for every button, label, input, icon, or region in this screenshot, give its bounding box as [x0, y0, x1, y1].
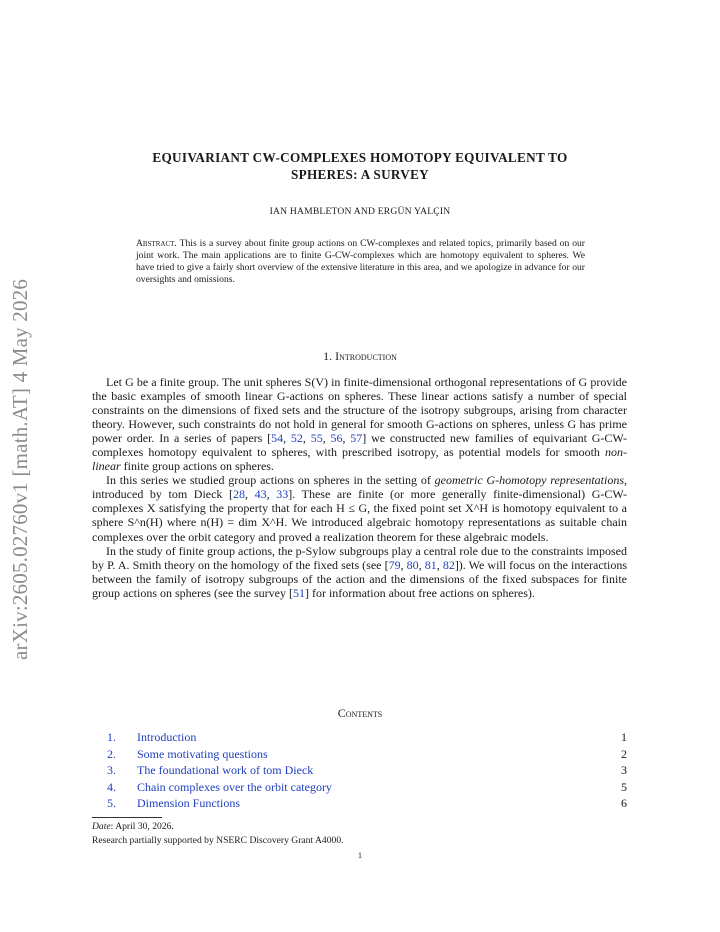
paragraph-1-text-a: Let G be a finite group. The unit spheres S(V) in finite-dimensional orthogonal representations of G provide the basic examples of smooth linear G-actions on spheres. These linear actions satisfy a number of special constraints on the dimensions of fixed sets and the structure of the isotropy subgroups, arising from character theory. However, such constraints do not hold in general for smooth G-actions on spheres, unless G has prime power order. In a series of papers [ [92, 375, 627, 446]
toc-number: 1. [107, 730, 116, 744]
citation-link[interactable]: 56 [330, 431, 343, 446]
toc-title[interactable]: Introduction [137, 730, 197, 744]
toc-entry-dimension-functions[interactable] [107, 796, 627, 813]
toc-number: 2. [107, 746, 116, 761]
toc-number: 3. [107, 763, 116, 778]
footnote-support: Research partially supported by NSERC Discovery Grant A4000. [92, 835, 344, 846]
section-title: Introduction [335, 349, 397, 363]
toc-page: 5 [621, 779, 627, 794]
page-number: 1 [357, 851, 363, 860]
abstract-text: This is a survey about finite group actions on CW-complexes and related topics, primarily based on our joint work. The main applications are to finite G-CW-complexes which are homotopy equivalent to spheres. We have tried to give a fairly short overview of the extensive literature in this area, and we apologize in advance for our oversights and omissions. [136, 238, 585, 286]
toc-page: 6 [621, 796, 627, 811]
paragraph-2-text-c: ]. These are finite (or more generally finite-dimensional) G-CW-complexes X satisfying the property that for each H ≤ G, the fixed point set X^H is homotopy equivalent to a sphere S^n(H) where n(H) = dim X^H. We introduced algebraic homotopy representations as suitable chain complexes over the orbit category and proved a realization theorem for these algebraic models. [92, 487, 628, 544]
citation-link[interactable]: 57 [350, 431, 363, 446]
paragraph-3-text-a: In the study of finite group actions, the p-Sylow subgroups play a central role due to the constraints imposed by P. A. Smith theory on the homology of the fixed sets (see [ [92, 543, 627, 572]
toc-number: 4. [107, 779, 116, 794]
citation-link[interactable]: 79 [388, 557, 401, 572]
citation-link[interactable]: 55 [310, 431, 323, 446]
citation-link[interactable]: 52 [290, 431, 303, 446]
paragraph-1-text-b: ] we constructed new families of equivariant G-CW-complexes homotopy equivalent to spheres, with prescribed isotropy, as potential models for smooth [92, 431, 628, 460]
toc-entry-chain-complexes[interactable] [107, 780, 627, 797]
toc-title[interactable]: Chain complexes over the orbit category [137, 779, 332, 794]
citation-link[interactable]: 51 [292, 585, 305, 600]
section-number: 1. [323, 349, 333, 363]
toc-page: 1 [621, 730, 627, 744]
paragraph-3-text-c: ] for information about free actions on spheres). [304, 585, 535, 600]
footnote-date [92, 821, 174, 832]
abstract [136, 238, 585, 286]
toc-entry-motivating-questions[interactable] [107, 747, 627, 764]
author-list: IAN HAMBLETON AND ERGÜN YALÇIN [269, 206, 451, 217]
date-value: : April 30, 2026. [110, 821, 174, 832]
introduction-body [92, 375, 627, 600]
date-label: Date [92, 821, 111, 832]
emphasis-geometric-homotopy: geometric G-homotopy representations [434, 473, 624, 488]
toc-page: 3 [621, 763, 627, 778]
paragraph-1: Let G be a finite group. The unit spheres S(V) in finite-dimensional orthogonal representations of G provide the basic examples of smooth linear G-actions on spheres. These linear actions satisfy a number of special constraints on the dimensions of fixed sets and the structure of the isotropy subgroups, arising from character theory. However, such constraints do not hold in general for smooth G-actions on spheres, unless G has prime power order. In a series of papers [54, 52, 55, 56, 57] we constructed new families of equivariant G-CW-complexes homotopy equivalent to spheres, with prescribed isotropy, as potential models for smooth non-linear finite group actions on spheres. [92, 375, 628, 474]
citation-link[interactable]: 28 [233, 487, 246, 502]
section-heading-introduction [90, 349, 630, 364]
citation-link[interactable]: 54 [271, 431, 284, 446]
toc-entry-introduction[interactable] [107, 730, 627, 747]
paragraph-2: In this series we studied group actions on spheres in the setting of geometric G-homotopy representations, introduced by tom Dieck [28, 43, 33]. These are finite (or more generally finite-dimensional) G-CW-complexes X satisfying the property that for each H ≤ G, the fixed point set X^H is homotopy equivalent to a sphere S^n(H) where n(H) = dim X^H. We introduced algebraic homotopy representations as suitable chain complexes over the orbit category and proved a realization theorem for these algebraic models. [92, 473, 628, 544]
toc-entry-tom-dieck[interactable] [107, 763, 627, 780]
paragraph-2-text-b: , introduced by tom Dieck [ [92, 473, 627, 502]
emphasis-non-linear: non-linear [92, 445, 627, 474]
citation-link[interactable]: 81 [424, 557, 437, 572]
paragraph-3-text-b: ]). We will focus on the interactions between the family of isotropy subgroups of the action and the dimensions of the fixed subspaces for finite group actions on spheres (see the survey [ [92, 557, 628, 600]
paragraph-1-text-c: finite group actions on spheres. [120, 459, 274, 474]
paragraph-2-text-a: In this series we studied group actions on spheres in the setting of [106, 473, 435, 488]
paragraph-3: In the study of finite group actions, the p-Sylow subgroups play a central role due to the constraints imposed by P. A. Smith theory on the homology of the fixed sets (see [79, 80, 81, 82]). We will focus on the interactions between the family of isotropy subgroups of the action and the dimensions of the fixed subspaces for finite group actions on spheres (see the survey [51] for information about free actions on spheres). [92, 543, 628, 600]
footnote-divider [92, 817, 162, 818]
contents-heading: Contents [337, 706, 383, 720]
paper-title [90, 149, 630, 183]
arxiv-identifier: arXiv:2605.02760v1 [math.AT] 4 May 2026 [8, 278, 32, 660]
title-line-1: EQUIVARIANT CW-COMPLEXES HOMOTOPY EQUIVALENT TO [152, 150, 568, 165]
citation-link[interactable]: 82 [442, 557, 455, 572]
title-line-2: SPHERES: A SURVEY [290, 167, 429, 182]
toc-title[interactable]: Dimension Functions [137, 796, 241, 811]
toc-number: 5. [107, 796, 116, 811]
abstract-label: Abstract. [136, 238, 177, 249]
table-of-contents [107, 730, 627, 813]
toc-title[interactable]: Some motivating questions [137, 746, 268, 761]
toc-page: 2 [621, 746, 627, 761]
citation-link[interactable]: 80 [406, 557, 419, 572]
citation-link[interactable]: 33 [276, 487, 289, 502]
toc-title[interactable]: The foundational work of tom Dieck [137, 763, 314, 778]
citation-link[interactable]: 43 [254, 487, 267, 502]
